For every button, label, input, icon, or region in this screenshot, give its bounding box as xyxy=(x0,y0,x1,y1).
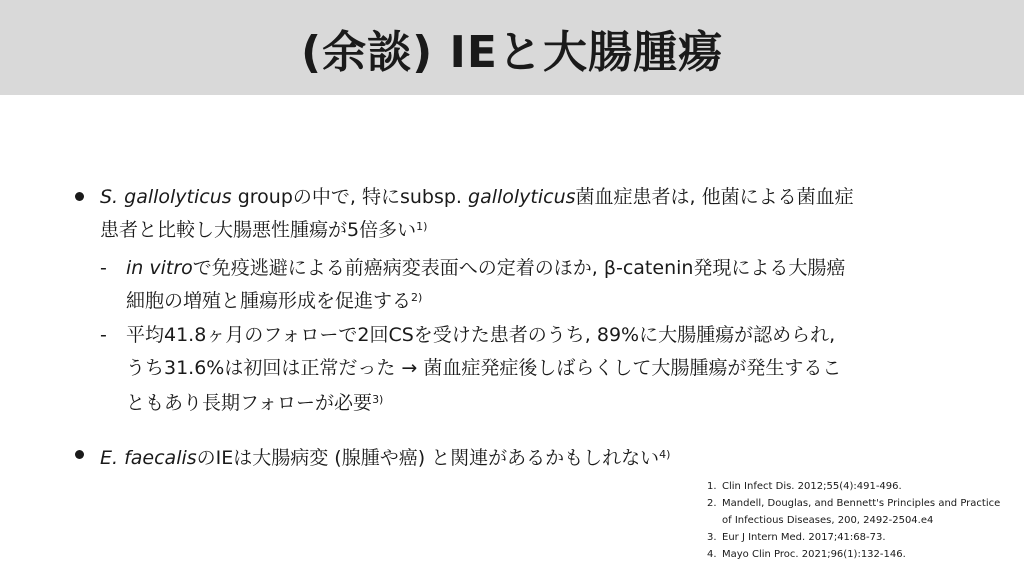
dash-marker: - xyxy=(100,324,107,346)
sub-bullet-2-line-2: うち31.6%は初回は正常だった → 菌血症発症後しばらくして大腸腫瘍が発生するこ xyxy=(126,357,842,379)
reference-item-continuation: of Infectious Diseases, 200, 2492-2504.e4 xyxy=(722,515,934,526)
slide-title: (余談) IEと大腸腫瘍 xyxy=(301,26,723,78)
sub-bullet-2-line-3: ともあり長期フォローが必要$^{3)}$ xyxy=(126,392,384,414)
citation-marker: 3) xyxy=(372,393,384,406)
sub-bullet-2-line-1: 平均41.8ヶ月のフォローで2回CSを受けた患者のうち, 89%に大腸腫瘍が認められ, xyxy=(126,324,836,346)
sub-bullet-1-line-2: 細胞の増殖と腫瘍形成を促進する$^{2)}$ xyxy=(126,290,423,312)
bullet-1-line-1: S. gallolyticus groupの中で, 特にsubsp. gallolyticus菌血症患者は, 他菌による菌血症 xyxy=(100,186,854,208)
dash-marker: - xyxy=(100,257,107,279)
citation-marker: 1) xyxy=(416,220,428,233)
sub-bullet-1-line-1: in vitroで免疫逃避による前癌病変表面への定着のほか, β-catenin発現による大腸癌 xyxy=(126,257,846,279)
citation-marker: 2) xyxy=(411,291,423,304)
reference-item: 1. Clin Infect Dis. 2012;55(4):491-496. xyxy=(707,481,902,492)
references-list xyxy=(707,478,1000,563)
reference-item: 2. Mandell, Douglas, and Bennett's Principles and Practice xyxy=(707,498,1001,509)
citation-marker: 4) xyxy=(659,448,671,461)
reference-item: 3. Eur J Intern Med. 2017;41:68-73. xyxy=(707,532,886,543)
bullet-1-line-2: 患者と比較し大腸悪性腫瘍が5倍多い$^{1)}$ xyxy=(100,219,428,241)
bullet-dot xyxy=(75,450,84,459)
bullet-dot xyxy=(75,192,84,201)
bullet-2-line-1: E. faecalisのIEは大腸病変 (腺腫や癌) と関連があるかもしれない$^{4)}$ xyxy=(100,447,671,469)
reference-item: 4. Mayo Clin Proc. 2021;96(1):132-146. xyxy=(707,549,906,560)
